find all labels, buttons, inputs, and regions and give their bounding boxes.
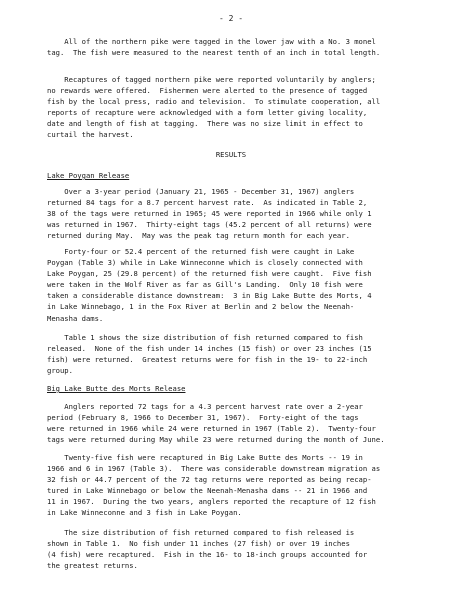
butte-paragraph-3: The size distribution of fish returned compared to fish released is shown in Table 1. No fish under 11 inches (27 fish) or over 19 inches (4 fish) were recaptured. Fish in the 16- to 18-inch groups accounted for the greatest returns. [47,528,368,571]
poygan-paragraph-1: Over a 3-year period (January 21, 1965 - December 31, 1967) anglers returned 84 tags for a 8.7 percent harvest rate. As indicated in Table 2, 38 of the tags were returned in 1965; 45 were reported in 1966 while only 1 was returned in 1967. Thirty-eight tags (45.2 percent of all returns) were returned during May. May was the peak tag return month for each year. [47,187,372,241]
poygan-paragraph-3: Table 1 shows the size distribution of fish returned compared to fish released. None of the fish under 14 inches (15 fish) or over 23 inches (15 fish) were returned. Greatest returns were for fish in the 19- to 22-inch group. [47,333,372,376]
butte-paragraph-2: Twenty-five fish were recaptured in Big Lake Butte des Morts -- 19 in 1966 and 6 in 1967 (Table 3). There was considerable downstream migration as 32 fish or 44.7 percent of the 72 tag returns were reported as being recap- tured in Lake Winnebago or below the Neenah-Menasha dams -- 21 in 1966 and 11 in 1967. During the two years, anglers reported the recapture of 12 fish in Lake Winneconne and 3 fish in Lake Poygan. [47,453,381,518]
butte-paragraph-1: Anglers reported 72 tags for a 4.3 percent harvest rate over a 2-year period (February 8, 1966 to December 31, 1967). Forty-eight of the tags were returned in 1966 while 24 were returned in 1967 (Table 2). Twenty-four tags were returned during May while 23 were returned during the month of June. [47,402,385,445]
big-lake-butte-heading: Big Lake Butte des Morts Release [47,384,186,393]
lake-poygan-heading: Lake Poygan Release [47,171,130,180]
results-heading: RESULTS [215,150,247,159]
recapture-paragraph: Recaptures of tagged northern pike were reported voluntarily by anglers; no rewards were offered. Fishermen were alerted to the presence of tagged fish by the local press, radio and television. To stimulate cooperation, all reports of recapture were acknowledged with a form letter giving locality, date and length of fish at tagging. There was no size limit in effect to curtail the harvest. [47,75,381,140]
intro-paragraph: All of the northern pike were tagged in the lower jaw with a No. 3 monel tag. The fish were measured to the nearest tenth of an inch in total length. [47,37,381,58]
page-number: - 2 - [218,14,244,23]
poygan-paragraph-2: Forty-four or 52.4 percent of the returned fish were caught in Lake Poygan (Table 3) while in Lake Winneconne which is closely connected with Lake Poygan, 25 (29.8 percent) of the returned fish were caught. Five fish were taken in the Wolf River as far as Gill's Landing. Only 10 fish were taken a considerable distance downstream: 3 in Big Lake Butte des Morts, 4 in Lake Winnebago, 1 in the Fox River at Berlin and 2 below the Neenah- Menasha dams. [47,247,372,323]
